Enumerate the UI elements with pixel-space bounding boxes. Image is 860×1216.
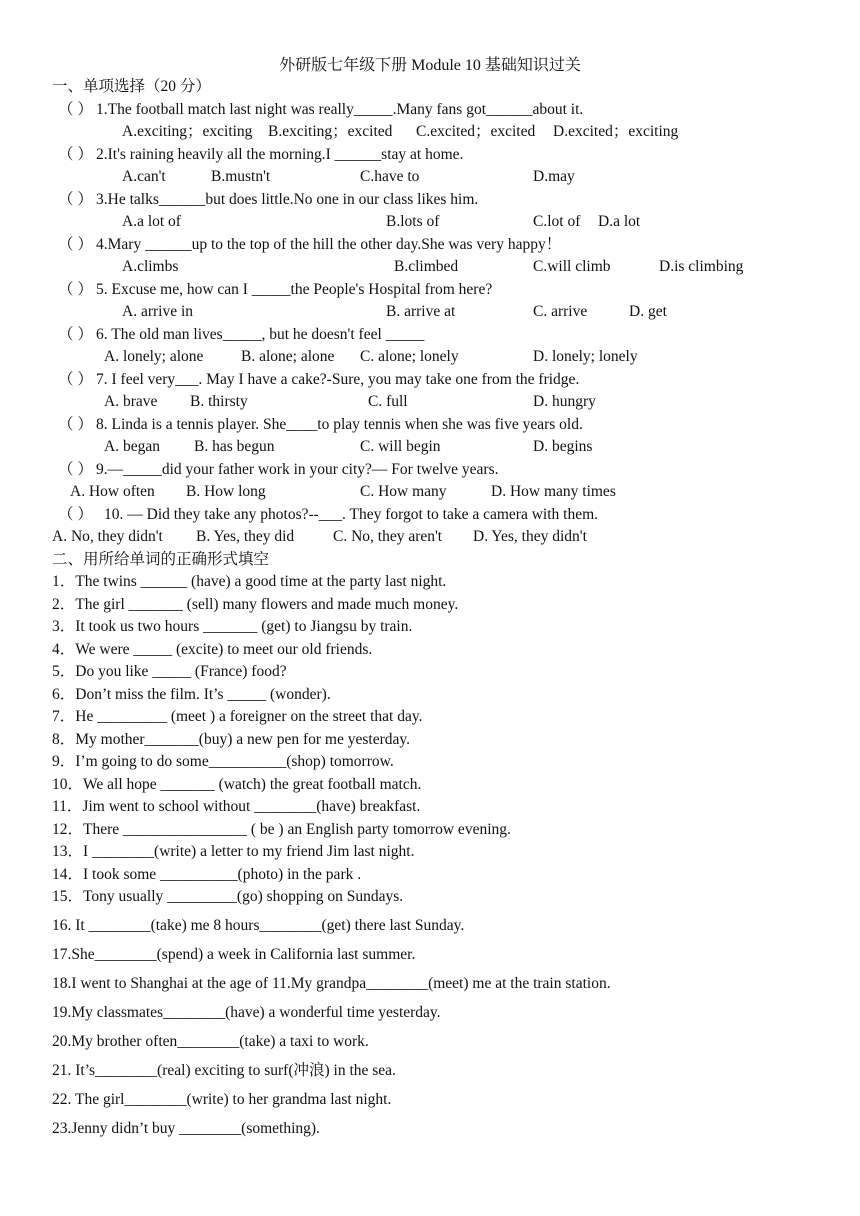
question-text: 10. — Did they take any photos?--___. They forgot to take a camera with them. [104,506,599,523]
option-d: D.excited；exciting [553,123,679,140]
option-d: D.a lot [598,213,641,230]
option-a: A.exciting；exciting [122,123,253,140]
answer-blank: （ ） [58,236,93,253]
option-c: C. arrive [533,303,588,320]
fill-item: 6．Don’t miss the film. It’s _____ (wonder). [52,686,331,703]
page-title: 外研版七年级下册 Module 10 基础知识过关 [279,57,581,74]
fill-item: 11．Jim went to school without ________(have) breakfast. [52,798,421,815]
fill-item: 16. It ________(take) me 8 hours________(get) there last Sunday. [52,917,465,934]
answer-blank: （ ） [58,506,93,523]
option-a: A. began [104,438,160,455]
option-b: B. Yes, they did [196,528,295,545]
question-text: 4.Mary ______up to the top of the hill the other day.She was very happy！ [96,236,562,253]
option-c: C. full [368,393,408,410]
option-d: D. Yes, they didn't [473,528,587,545]
option-c: C.excited；excited [416,123,536,140]
fill-item: 17.She________(spend) a week in California last summer. [52,946,416,963]
fill-item: 15．Tony usually _________(go) shopping on Sundays. [52,888,404,905]
option-b: B. How long [186,483,266,500]
option-b: B. thirsty [190,393,248,410]
fill-item: 8．My mother_______(buy) a new pen for me yesterday. [52,731,410,748]
answer-blank: （ ） [58,371,93,388]
question-1 [58,100,583,120]
option-c: C. will begin [360,438,441,455]
answer-blank: （ ） [58,416,93,433]
question-6 [58,325,424,345]
option-d: D. begins [533,438,593,455]
option-b: B.climbed [394,258,459,275]
question-5 [58,280,492,300]
option-b: B.exciting；excited [268,123,393,140]
question-4 [58,235,561,255]
option-a: A. arrive in [122,303,194,320]
option-b: B. has begun [194,438,275,455]
question-text: 5. Excuse me, how can I _____the People's Hospital from here? [96,281,493,298]
fill-item: 18.I went to Shanghai at the age of 11.My grandpa________(meet) me at the train station. [52,975,611,992]
question-text: 3.He talks______but does little.No one in our class likes him. [96,191,479,208]
option-a: A.climbs [122,258,179,275]
option-d: D. get [629,303,667,320]
option-a: A. No, they didn't [52,528,163,545]
fill-item: 1．The twins ______ (have) a good time at the party last night. [52,573,447,590]
fill-item: 9．I’m going to do some__________(shop) tomorrow. [52,753,394,770]
option-a: A.a lot of [122,213,181,230]
question-text: 7. I feel very___. May I have a cake?-Sure, you may take one from the fridge. [96,371,580,388]
fill-item: 22. The girl________(write) to her grandma last night. [52,1091,392,1108]
option-c: C.lot of [533,213,581,230]
section2-heading: 二、用所给单词的正确形式填空 [52,551,270,568]
question-3 [58,190,478,210]
fill-item: 4．We were _____ (excite) to meet our old friends. [52,641,373,658]
option-b: B. arrive at [386,303,456,320]
question-8 [58,415,583,435]
fill-item: 5．Do you like _____ (France) food? [52,663,287,680]
option-b: B. alone; alone [241,348,335,365]
fill-item: 7．He _________ (meet ) a foreigner on the street that day. [52,708,423,725]
option-d: D. lonely; lonely [533,348,638,365]
answer-blank: （ ） [58,326,93,343]
question-text: 6. The old man lives_____, but he doesn't feel _____ [96,326,425,343]
answer-blank: （ ） [58,191,93,208]
fill-item: 14．I took some __________(photo) in the park . [52,866,362,883]
fill-item: 21. It’s________(real) exciting to surf(冲浪) in the sea. [52,1062,396,1079]
option-a: A.can't [122,168,166,185]
question-text: 2.It's raining heavily all the morning.I ______stay at home. [96,146,464,163]
section1-heading: 一、单项选择（20 分） [52,78,211,95]
option-b: B.mustn't [211,168,271,185]
fill-item: 3．It took us two hours _______ (get) to Jiangsu by train. [52,618,413,635]
option-d: D. How many times [491,483,616,500]
fill-item: 20.My brother often________(take) a taxi to work. [52,1033,369,1050]
answer-blank: （ ） [58,101,93,118]
question-10 [58,505,598,525]
option-c: C. How many [360,483,447,500]
option-b: B.lots of [386,213,440,230]
answer-blank: （ ） [58,461,93,478]
question-text: 9.—_____did your father work in your city?— For twelve years. [96,461,499,478]
question-9 [58,460,498,480]
question-7 [58,370,579,390]
fill-item: 19.My classmates________(have) a wonderful time yesterday. [52,1004,441,1021]
option-c: C. No, they aren't [333,528,443,545]
fill-item: 10．We all hope _______ (watch) the great football match. [52,776,422,793]
option-d: D. hungry [533,393,596,410]
question-text: 1.The football match last night was really_____.Many fans got______about it. [96,101,584,118]
fill-item: 12．There ________________ ( be ) an English party tomorrow evening. [52,821,511,838]
fill-item: 23.Jenny didn’t buy ________(something). [52,1120,320,1137]
question-2 [58,145,463,165]
option-c: C.will climb [533,258,611,275]
option-d: D.may [533,168,575,185]
option-a: A. How often [70,483,155,500]
fill-item: 2．The girl _______ (sell) many flowers and made much money. [52,596,459,613]
option-d: D.is climbing [659,258,744,275]
answer-blank: （ ） [58,281,93,298]
option-c: C.have to [360,168,420,185]
question-text: 8. Linda is a tennis player. She____to play tennis when she was five years old. [96,416,583,433]
option-c: C. alone; lonely [360,348,459,365]
fill-item: 13．I ________(write) a letter to my friend Jim last night. [52,843,415,860]
option-a: A. lonely; alone [104,348,204,365]
option-a: A. brave [104,393,158,410]
answer-blank: （ ） [58,146,93,163]
